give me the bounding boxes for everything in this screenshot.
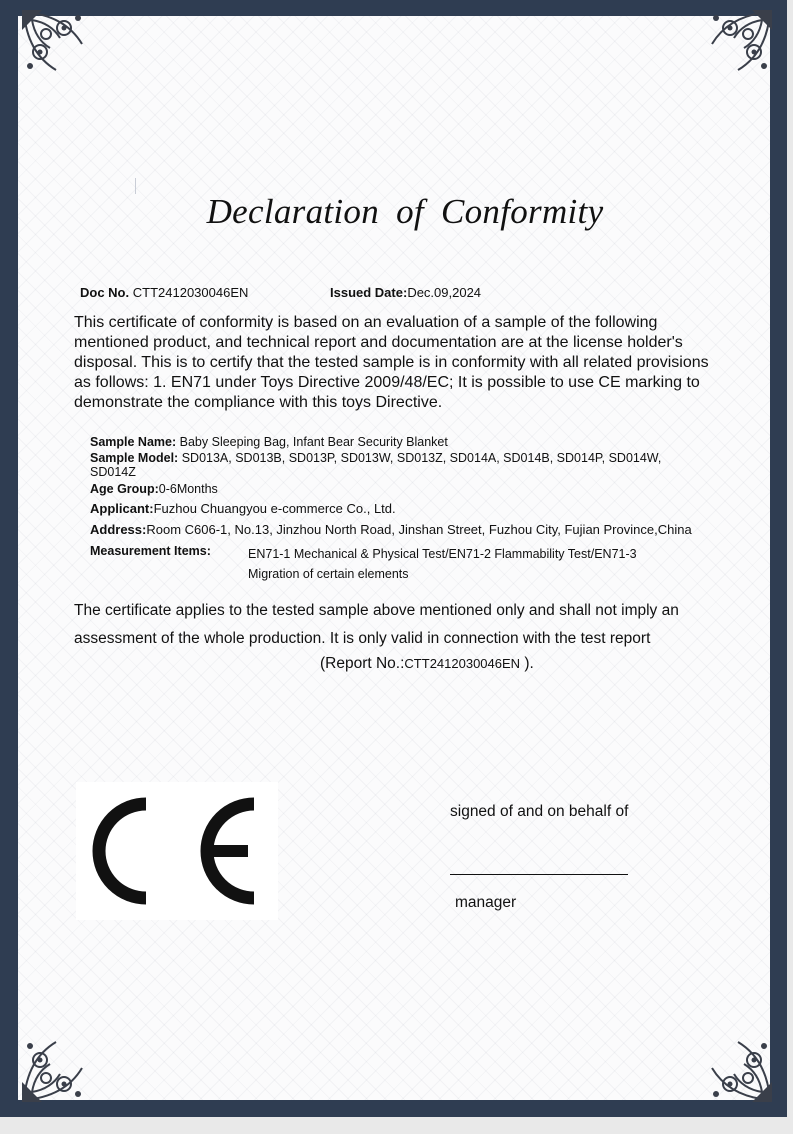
measurement-items-row: [90, 544, 637, 581]
corner-ornament-icon: [700, 1030, 774, 1104]
page-title: Declaration of Conformity: [206, 192, 604, 231]
address-label: Address:: [90, 522, 147, 537]
address-row: [90, 522, 692, 537]
measurement-items-value: EN71-1 Mechanical & Physical Test/EN71-2 Flammability Test/EN71-3 Migration of certain elements: [248, 547, 637, 581]
corner-ornament-icon: [20, 1030, 94, 1104]
doc-number-value: CTT2412030046EN: [132, 285, 249, 300]
issued-date-value: Dec.09,2024: [407, 285, 482, 300]
address-value: Room C606-1, No.13, Jinzhou North Road, Jinshan Street, Fuzhou City, Fujian Province,China: [146, 522, 692, 537]
closing-paragraph: The certificate applies to the tested sample above mentioned only and shall not imply an assessment of the whole production. It is only valid in connection with the test report: [74, 602, 679, 647]
applicant-value: Fuzhou Chuangyou e-commerce Co., Ltd.: [153, 501, 396, 516]
age-group-value: 0-6Months: [158, 482, 218, 496]
report-reference: [320, 655, 534, 673]
doc-number-label: Doc No.: [80, 285, 130, 300]
corner-ornament-icon: [20, 8, 94, 82]
applicant-label: Applicant:: [90, 501, 154, 516]
applicant-row: [90, 501, 396, 516]
intro-paragraph: This certificate of conformity is based on an evaluation of a sample of the following mentioned product, and technical report and documentation are at the license holder's disposal. This is to certify that the tested sample is in conformity with all related provisions as follows: 1. EN71 under Toys Directive 2009/48/EC; It is possible to use CE marking to demonstrate the compliance with this toys Directive.: [74, 314, 709, 411]
report-prefix: (Report No.:: [320, 655, 405, 672]
report-suffix: ).: [520, 655, 534, 672]
ce-mark-logo: [76, 782, 278, 920]
age-group-row: [90, 482, 218, 496]
issued-date-label: Issued Date:: [330, 285, 408, 300]
corner-ornament-icon: [700, 8, 774, 82]
signed-on-behalf-text: signed of and on behalf of: [450, 803, 629, 820]
sample-model-label: Sample Model:: [90, 451, 179, 465]
doc-number: [80, 285, 248, 300]
issued-date: [330, 285, 481, 300]
sample-model-value: SD013A, SD013B, SD013P, SD013W, SD013Z, SD014A, SD014B, SD014P, SD014W, SD014Z: [90, 451, 662, 479]
sample-model-row: [90, 451, 710, 479]
age-group-label: Age Group:: [90, 482, 159, 496]
signature-line: [450, 874, 628, 875]
sample-name-value: Baby Sleeping Bag, Infant Bear Security Blanket: [179, 435, 448, 449]
signer-title: manager: [455, 894, 517, 911]
sample-name-row: [90, 435, 448, 449]
report-number: CTT2412030046EN: [404, 656, 521, 671]
sample-name-label: Sample Name:: [90, 435, 177, 449]
measurement-items-label: Measurement Items:: [90, 544, 211, 558]
